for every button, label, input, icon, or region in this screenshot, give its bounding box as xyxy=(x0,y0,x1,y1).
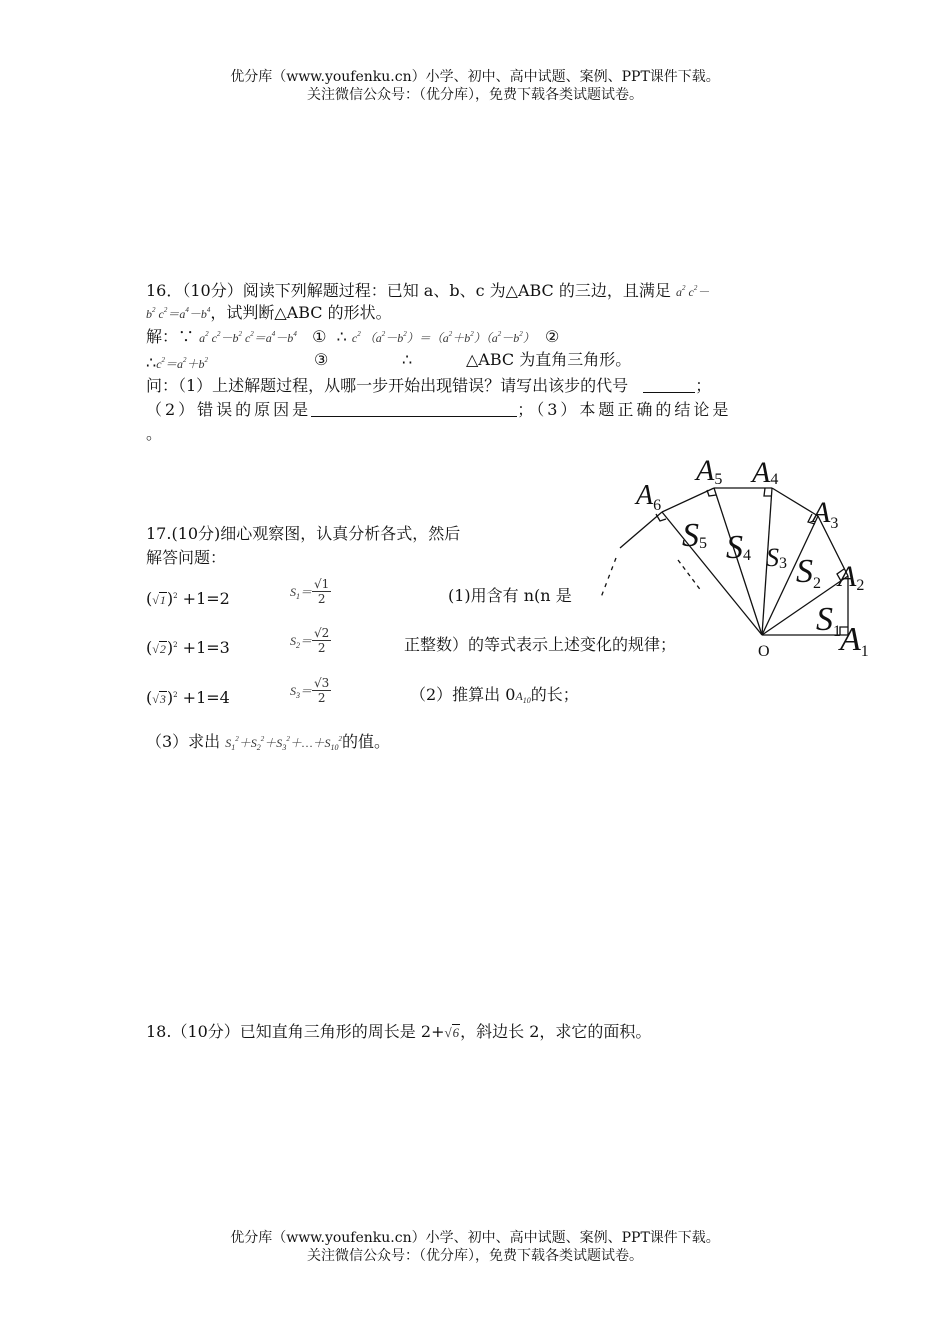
step-3-marker: ③ xyxy=(314,350,329,369)
step-2-marker: ② xyxy=(544,327,560,346)
q17-task-2: （2）推算出 $0A_{10}$的长； xyxy=(410,685,579,705)
header-line-1: 优分库（www.youfenku.cn）小学、初中、高中试题、案例、PPT课件下载。 xyxy=(230,69,720,85)
segment-OA6 xyxy=(662,512,762,635)
label-A4: A4 xyxy=(752,456,779,489)
q18-text: 18.（10分）已知直角三角形的周长是 2+√6，斜边长 2，求它的面积。 xyxy=(146,1022,652,1041)
answer-blank-2[interactable] xyxy=(311,402,517,417)
answer-blank-1[interactable] xyxy=(643,378,695,393)
q16-therefore-2: ∴ xyxy=(402,350,413,369)
label-S5: S5 xyxy=(682,517,707,554)
label-S2: S2 xyxy=(796,553,821,592)
footer-line-1: 优分库（www.youfenku.cn）小学、初中、高中试题、案例、PPT课件下载。 xyxy=(230,1230,720,1246)
label-S4: S4 xyxy=(726,529,751,566)
label-A3: $A_3$ xyxy=(812,496,839,532)
q17-task-1b: 正整数）的等式表示上述变化的规律； xyxy=(404,635,677,654)
segment-A6-continuation xyxy=(620,512,662,548)
q17-area-3: $S_3=$ $\frac{√3}{2}$ xyxy=(290,676,330,705)
segment-A5A6 xyxy=(662,488,714,512)
q16-condition-part1: $a^2$ $c^2-$ xyxy=(675,284,710,299)
q16-solution-line2: $\therefore c^2=a^2+b^2$ xyxy=(146,353,209,372)
label-S3: S3 xyxy=(766,543,787,572)
step-1-marker: ① xyxy=(312,327,327,346)
header-line-2: 关注微信公众号：（优分库），免费下载各类试题试卷。 xyxy=(307,87,643,103)
label-A1: A1 xyxy=(840,621,869,660)
label-O: O xyxy=(758,643,770,660)
q16-condition-line2: $b^2$ $c^2=a^4-b^4$，试判断△ABC 的形状。 xyxy=(146,303,392,322)
q17-equation-1: $(√1)^2 +1=2$ xyxy=(146,589,230,608)
label-A2: A2 xyxy=(838,560,865,594)
dashed-ray xyxy=(678,560,702,592)
dashed-arc xyxy=(600,558,616,600)
q17-task-1a: (1)用含有 n(n 是 xyxy=(448,586,572,605)
label-A6: $A_6$ xyxy=(636,480,662,514)
q16-solution-line1: 解：∵ $a^2$ $c^2-b^2$ $c^2=a^4-b^4$ ① ∴ $c^2$ $(a^2-b^2)=(a^2+b^2)(a^2-b^2)$ ② xyxy=(146,327,560,346)
q17-equation-2: $(√2)^2 +1=3$ xyxy=(146,638,230,657)
footer-line-2: 关注微信公众号：（优分库），免费下载各类试题试卷。 xyxy=(307,1248,643,1264)
q16-intro: 16．（10分）阅读下列解题过程：已知 a、b、c 为△ABC 的三边，且满足 $a^2$ $c^2-$ xyxy=(146,281,710,300)
q16-conclusion: △ABC 为直角三角形。 xyxy=(466,350,632,369)
q16-ask-1: 问：（1）上述解题过程，从哪一步开始出现错误？请写出该步的代号 ； xyxy=(146,376,712,395)
q17-area-1: $S_1=$ $\frac{√1}{2}$ xyxy=(290,577,330,606)
q17-intro-b: 解答问题： xyxy=(146,548,227,567)
label-A5: A5 xyxy=(696,454,723,488)
q16-ask-2: （2）错误的原因是 ；（3）本题正确的结论是 xyxy=(146,400,732,419)
spiral-figure xyxy=(590,450,890,680)
q17-area-2: $S_2=$ $\frac{√2}{2}$ xyxy=(290,626,330,655)
q17-intro-a: 17.(10分)细心观察图，认真分析各式，然后 xyxy=(146,524,461,543)
q16-end: 。 xyxy=(146,424,163,443)
right-angle-A4 xyxy=(764,488,771,496)
label-S1: S1 xyxy=(816,601,841,640)
q17-equation-3: $(√3)^2 +1=4$ xyxy=(146,688,230,707)
q17-task-3: （3）求出 $S_1^2+S_2^2+S_3^2+\dots+S_{10}^2$的值。 xyxy=(146,732,390,752)
